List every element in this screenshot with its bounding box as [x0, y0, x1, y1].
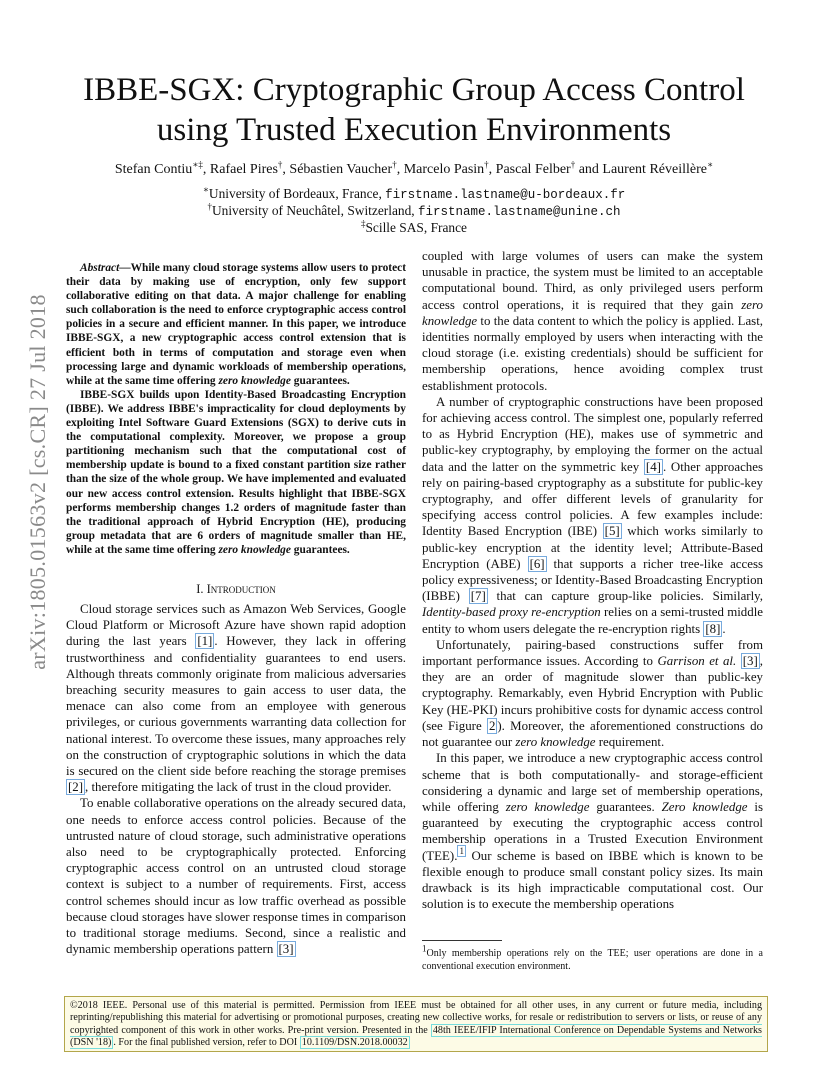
author-name: , Rafael Pires [202, 162, 278, 177]
footnote-rule [422, 940, 502, 941]
affiliation-mark: † [207, 201, 212, 212]
affiliation-text: Scille SAS, France [365, 220, 468, 235]
author-name: , Pascal Felber [488, 162, 571, 177]
arxiv-id-text: arXiv:1805.01563v2 [cs.CR] 27 Jul 2018 [25, 294, 50, 670]
abstract [66, 261, 406, 557]
footnote [422, 943, 763, 973]
citation-link[interactable]: [2] [68, 780, 84, 795]
intro-paragraph-2: To enable collaborative operations on the already secured data, one needs to enforce access control policies. Because of the untrusted nature of cloud storage, such administrative operations also need to be cryptographically protected. Enforcing cryptographic access control on an untrusted cloud storage context is subject to a number of requirements. First, access control schemes should incur as low traffic overhead as possible because cloud storages have slower response times in comparison to traditional storage mediums. Second, since a realistic and dynamic membership operations pattern [3] [66, 796, 406, 957]
affiliation-mark: ∗ [202, 184, 209, 195]
intro-paragraph-1: Cloud storage services such as Amazon Web Services, Google Cloud Platform or Microsoft Azure have shown rapid adoption during the last years [1] . However, they lack in offering trustworthiness and confidentiality guarantees to end users. Although threats commonly originate from malicious adversaries breaching security measures to gain access to user data, the menace can also come from an employee with generous privileges, or curious governments warranting data collection for national interest. To overcome these issues, many approaches rely on the construction of cryptographic solutions in which the data is secured on the client side before reaching the storage premises [2] , therefore mitigating the lack of trust in the cloud provider. [66, 602, 406, 795]
doi-link[interactable]: 10.1109/DSN.2018.00032 [301, 1037, 408, 1049]
copyright-notice [64, 996, 768, 1052]
abstract-paragraph-1: Abstract—While many cloud storage systems allow users to protect their data by making use of encryption, only few support collaborative editing on that data. A major challenge for enabling such collaboration is the need to enforce cryptographic access control policies in a secure and efficient manner. In this paper, we introduce IBBE-SGX, a new cryptographic access control extension that is efficient both in terms of computation and storage even when processing large and dynamic workloads of membership operations, while at the same time offering zero knowledge guarantees. [66, 262, 406, 387]
right-paragraph-1: A number of cryptographic constructions have been proposed for achieving access control. The simplest one, popularly referred to as Hybrid Encryption (HE), makes use of symmetric and public-key cryptography, by employing the former on the actual data and the latter on the symmetric key [4] . Other approaches rely on pairing-based cryptography as a substitute for public-key cryptography, and offer different levels of granularity for specifying access control policies. A few examples include: Identity Based Encryption (IBE) [5] which works similarly to public-key encryption at the identity level; Attribute-Based Encryption (ABE) [6] that supports a richer tree-like access policy expressiveness; or Identity-Based Broadcasting Encryption (IBBE) [7] that can capture group-like policies. Similarly, Identity-based proxy re-encryption relies on a semi-trusted middle entity to whom users delegate the re-encryption rights [8] . [422, 394, 763, 636]
section-heading [66, 582, 406, 597]
affiliation-text: University of Bordeaux, France, [208, 186, 386, 201]
affiliation-3 [60, 219, 768, 237]
author-list [60, 159, 768, 178]
affiliation-mark: ‡ [360, 218, 366, 229]
citation-link[interactable]: [1] [197, 634, 213, 649]
conference-link[interactable]: 48th IEEE/IFIP International Conference on Dependable Systems and Networks (DSN '18) [70, 1024, 762, 1049]
citation-link[interactable]: [3] [742, 654, 758, 669]
author-mark: ∗‡ [192, 159, 203, 170]
author-mark: ∗ [706, 159, 714, 170]
right-paragraph-2: Unfortunately, pairing-based constructions suffer from important performance issues. According to Garrison et al. [3] , they are an order of magnitude slower than public-key cryptography. Remarkably, even Hybrid Encryption with Public Key (HE-PKI) incurs prohibitive costs for dynamic access control (see Figure 2 ). Moreover, the aforementioned constructions do not guarantee our zero knowledge requirement. [422, 637, 764, 750]
section-number: I. [196, 582, 207, 596]
author-mark: † [484, 159, 489, 170]
author-name: , Sébastien Vaucher [282, 162, 393, 177]
introduction-column [66, 601, 406, 957]
figure-link[interactable]: 2 [488, 718, 496, 733]
footnote-link[interactable]: 1 [459, 846, 464, 857]
citation-link[interactable]: [8] [705, 621, 721, 636]
abstract-label: Abstract [80, 262, 120, 274]
author-name: and Laurent Réveillère [575, 162, 707, 177]
author-name: Stefan Contiu [114, 162, 193, 177]
affiliation-email[interactable]: firstname.lastname@unine.ch [417, 205, 621, 219]
citation-link[interactable]: [3] [278, 942, 294, 957]
paper-title [60, 70, 768, 150]
author-name: , Marcelo Pasin [396, 162, 485, 177]
copyright-text: ©2018 IEEE. Personal use of this material is permitted. Permission from IEEE must be obtained for all other uses, in any current or future media, including reprinting/republishing this material for advertising or promotional purposes, creating new collective works, for resale or redistribution to servers or lists, or reuse of any copyrighted component of this work in other works. Pre-print version. Presented in the 48th IEEE/IFIP International Conference on Dependable Systems and Networks (DSN '18) . For the final published version, refer to DOI 10.1109/DSN.2018.00032 [70, 1000, 762, 1049]
footnote-text: Only membership operations rely on the TEE; user operations are done in a conventional execution environment. [422, 948, 763, 972]
author-mark: † [570, 159, 576, 170]
affiliation-text: University of Neuchâtel, Switzerland, [211, 203, 418, 218]
right-paragraph-3: In this paper, we introduce a new cryptographic access control scheme that is both computationally- and storage-efficient considering a dynamic and large set of membership operations, while offering zero knowledge guarantees. Zero knowledge is guaranteed by executing the cryptographic access control membership operations in a Trusted Execution Environment (TEE). $^1$ Our scheme is based on IBBE which is known to be flexible enough to produce small constant policy sizes. Its main drawback is its high impracticable computational cost. Our solution is to execute the membership operations [422, 751, 763, 912]
affiliation-email[interactable]: firstname.lastname@u-bordeaux.fr [385, 188, 626, 202]
author-mark: † [277, 159, 283, 170]
citation-link[interactable]: [5] [604, 524, 620, 539]
abstract-paragraph-2: IBBE-SGX builds upon Identity-Based Broadcasting Encryption (IBBE). We address IBBE's impracticality for cloud deployments by exploiting Intel Software Guard Extensions (SGX) to derive cuts in the computational complexity. Moreover, we propose a group partitioning mechanism such that the computational cost of membership update is bound to a fixed constant partition size rather than the size of the whole group. We have implemented and evaluated our new access control extension. Results highlight that IBBE-SGX performs membership changes 1.2 orders of magnitude faster than the traditional approach of Hybrid Encryption (HE), producing group metadata that are 6 orders of magnitude smaller than HE, while at the same time offering zero knowledge guarantees. [66, 388, 406, 556]
title-line-1: IBBE-SGX: Cryptographic Group Access Control [83, 72, 745, 108]
citation-link[interactable]: [6] [529, 556, 545, 571]
citation-link[interactable]: [4] [645, 459, 661, 474]
arxiv-identifier [18, 292, 58, 672]
right-paragraph-0: coupled with large volumes of users can make the system unusable in practice, the system must be limited to an acceptable computational bound. Third, as only privileged users perform access control operations, it is required that they gain zero knowledge to the data content to which the policy is applied. Last, identities normally employed by users when interacting with the cloud storage (i.e. existing credentials) should be sufficient for membership operations, hence avoiding complex trust establishment protocols. [422, 249, 763, 393]
title-line-2: using Trusted Execution Environments [156, 112, 672, 148]
author-mark: † [392, 159, 397, 170]
citation-link[interactable]: [7] [470, 589, 486, 604]
section-title: Introduction [206, 582, 276, 596]
right-column [422, 248, 763, 912]
footnote-mark: 1 [422, 943, 427, 954]
